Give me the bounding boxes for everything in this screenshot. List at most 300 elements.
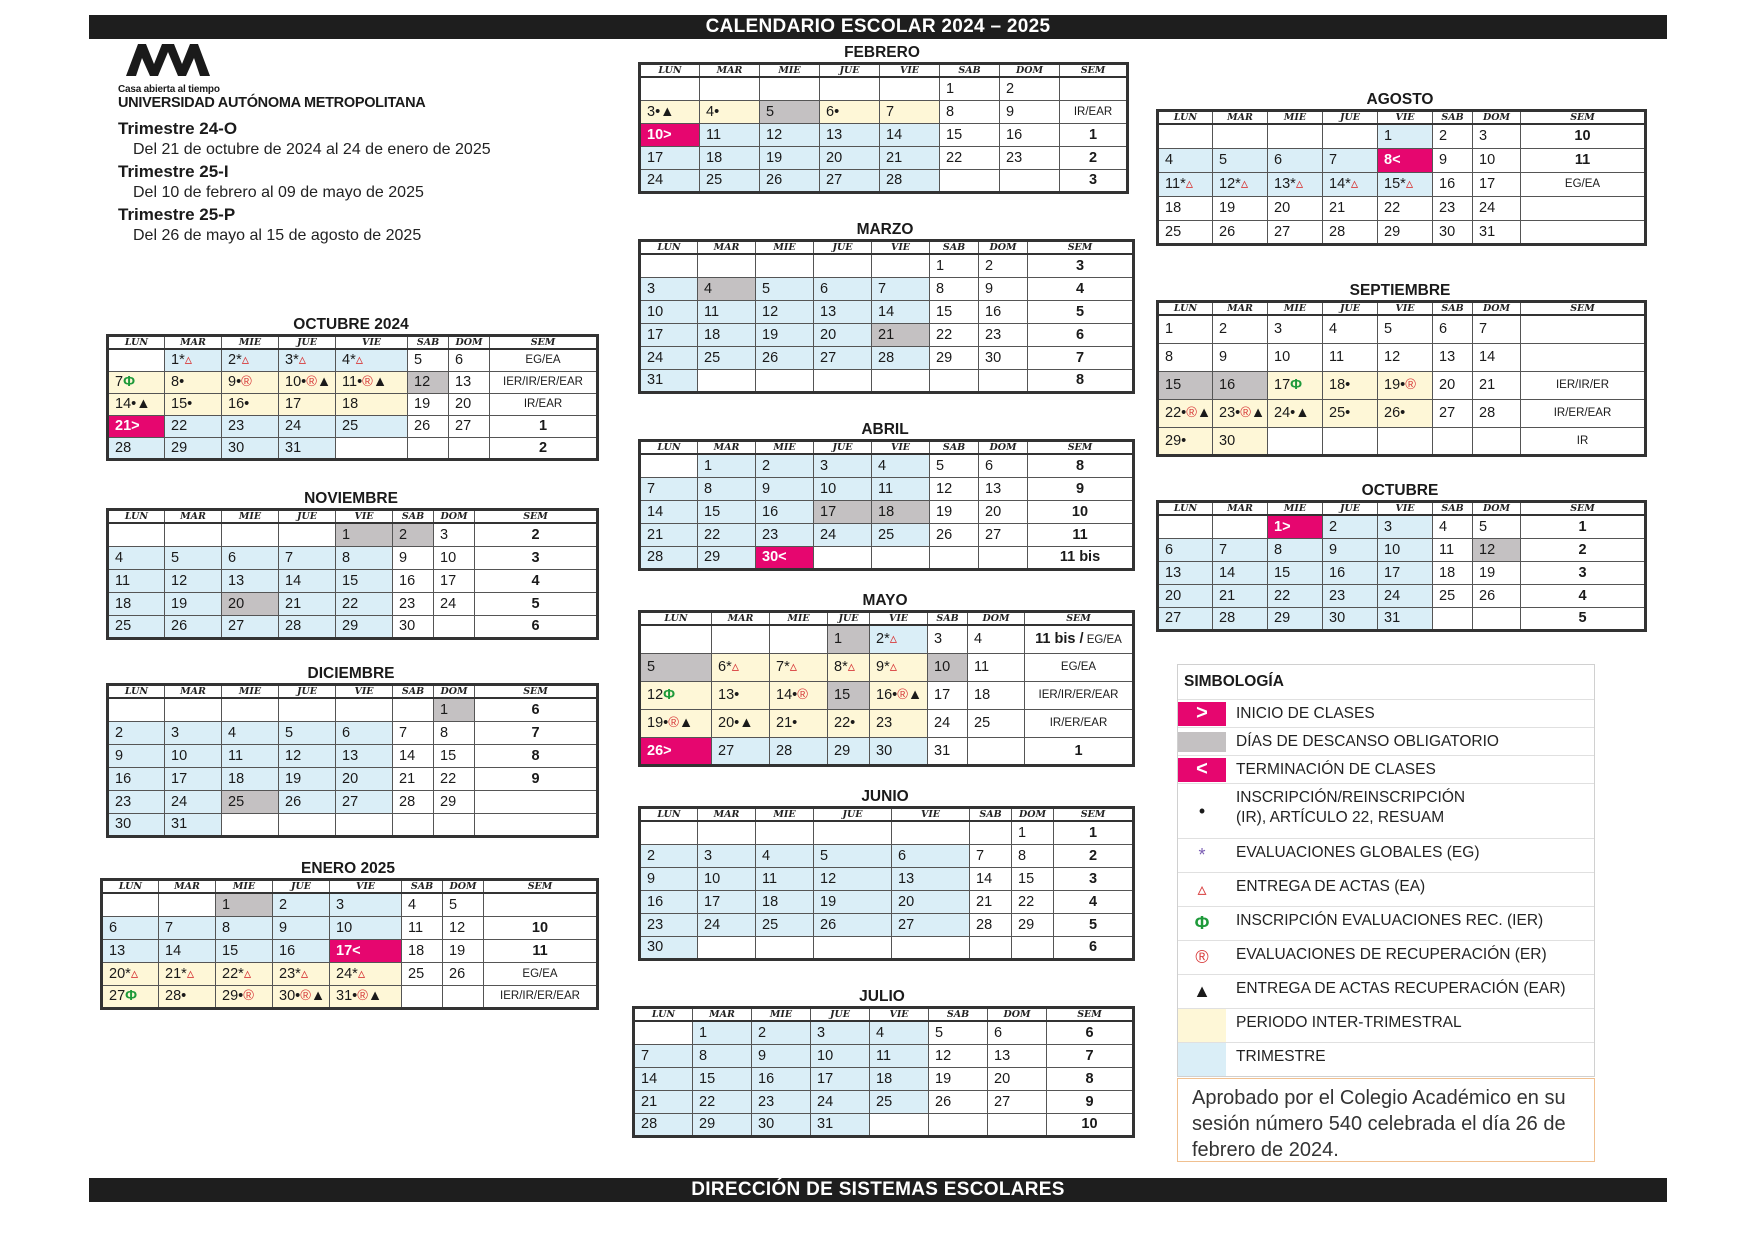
day-cell: 16 xyxy=(1000,123,1060,146)
day-cell: 11 xyxy=(968,653,1025,681)
day-cell: 16 xyxy=(393,569,434,592)
weekday-header: DOM xyxy=(1012,808,1054,822)
week-number: 5 xyxy=(1028,300,1134,323)
month-grid xyxy=(106,508,599,640)
day-cell: 4 xyxy=(108,546,165,569)
day-cell: 12 xyxy=(165,569,222,592)
day-cell: 2*▵ xyxy=(222,349,279,371)
day-cell: 25 xyxy=(1158,220,1213,244)
weekday-header: MAR xyxy=(712,612,770,626)
legend-label: DÍAS DE DESCANSO OBLIGATORIO xyxy=(1236,733,1499,750)
week-number: EG/EA xyxy=(484,962,598,985)
empty-cell xyxy=(222,813,279,836)
weekday-header: MIE xyxy=(770,612,828,626)
day-cell: 2 xyxy=(756,454,814,477)
week-row xyxy=(108,813,598,836)
day-cell: 19 xyxy=(1473,561,1521,584)
month-title: OCTUBRE 2024 xyxy=(293,316,409,333)
week-row xyxy=(108,790,598,813)
day-cell: 9 xyxy=(393,546,434,569)
day-cell: 17 xyxy=(1473,172,1521,196)
week-number: 1 xyxy=(1521,515,1646,538)
week-number: 2 xyxy=(1521,538,1646,561)
weekday-header: SEM xyxy=(1521,111,1646,125)
day-cell: 30< xyxy=(756,546,814,569)
day-cell: 15 xyxy=(698,500,756,523)
day-cell: 17 xyxy=(928,681,968,709)
day-cell: 6 xyxy=(102,916,159,939)
empty-cell xyxy=(1000,169,1060,192)
day-cell: 27 xyxy=(979,523,1028,546)
day-cell: 20 xyxy=(820,146,880,169)
weekday-header: LUN xyxy=(1158,502,1213,516)
week-row xyxy=(640,546,1134,569)
day-cell: 22 xyxy=(940,146,1000,169)
week-row xyxy=(640,821,1134,844)
day-cell: 17Φ xyxy=(1268,371,1323,399)
week-number: 1 xyxy=(490,415,598,437)
day-cell: 7 xyxy=(880,100,940,123)
day-cell: 9 xyxy=(1000,100,1060,123)
day-cell: 1*▵ xyxy=(165,349,222,371)
day-cell: 27 xyxy=(222,615,279,638)
day-cell: 26 xyxy=(279,790,336,813)
empty-cell xyxy=(634,1021,693,1044)
day-cell: 22 xyxy=(1378,196,1433,220)
week-row xyxy=(1158,196,1646,220)
month-octubre-2025 xyxy=(1156,482,1644,632)
day-cell: 29 xyxy=(828,737,870,765)
weekday-header: DOM xyxy=(968,612,1025,626)
day-cell: 28 xyxy=(880,169,940,192)
weekday-header: MIE xyxy=(760,64,820,78)
day-cell: 14•▲ xyxy=(108,393,165,415)
month-title: ABRIL xyxy=(861,421,909,438)
legend-item xyxy=(1178,1008,1594,1042)
day-cell: 2 xyxy=(752,1021,811,1044)
day-cell: 1 xyxy=(1158,315,1213,343)
day-cell: 2 xyxy=(273,893,330,916)
week-number: 5 xyxy=(1054,913,1134,936)
day-cell: 7*▵ xyxy=(770,653,828,681)
day-cell: 10 xyxy=(640,300,698,323)
day-cell: 11 xyxy=(1323,343,1378,371)
day-cell: 22 xyxy=(336,592,393,615)
day-cell: 1 xyxy=(930,254,979,277)
empty-cell xyxy=(102,893,159,916)
day-cell: 25 xyxy=(870,1090,929,1113)
day-cell: 28 xyxy=(279,615,336,638)
week-number: 4 xyxy=(1028,277,1134,300)
day-cell: 9*▵ xyxy=(870,653,928,681)
day-cell: 2 xyxy=(1000,77,1060,100)
day-cell: 15*▵ xyxy=(1378,172,1433,196)
weekday-header: MIE xyxy=(752,1008,811,1022)
week-number: 7 xyxy=(475,721,598,744)
weekday-header: SAB xyxy=(928,612,968,626)
week-row xyxy=(634,1090,1134,1113)
day-cell: 29 xyxy=(336,615,393,638)
week-row xyxy=(102,939,598,962)
week-row xyxy=(108,371,598,393)
week-row xyxy=(1158,561,1646,584)
weekday-header: SEM xyxy=(490,336,598,350)
day-cell: 4 xyxy=(1323,315,1378,343)
day-cell: 12 xyxy=(930,477,979,500)
weekday-header: SEM xyxy=(1521,302,1646,316)
empty-cell xyxy=(159,893,216,916)
day-cell: 4*▵ xyxy=(336,349,408,371)
week-row xyxy=(640,477,1134,500)
weekday-header: JUE xyxy=(1323,111,1378,125)
week-row xyxy=(108,767,598,790)
day-cell: 12 xyxy=(760,123,820,146)
day-cell: 12 xyxy=(929,1044,988,1067)
weekday-header: DOM xyxy=(1473,502,1521,516)
week-row xyxy=(634,1113,1134,1136)
week-number xyxy=(1521,196,1646,220)
week-row xyxy=(1158,148,1646,172)
day-cell: 13 xyxy=(814,300,872,323)
day-cell: 18 xyxy=(1158,196,1213,220)
week-number xyxy=(1521,343,1646,371)
day-cell: 19 xyxy=(443,939,484,962)
month-grid xyxy=(1156,109,1647,246)
day-cell: 6 xyxy=(222,546,279,569)
day-cell: 23 xyxy=(1000,146,1060,169)
week-row xyxy=(634,1021,1134,1044)
day-cell: 2 xyxy=(1323,515,1378,538)
day-cell: 7Φ xyxy=(108,371,165,393)
month-title: FEBRERO xyxy=(844,44,920,61)
weekday-header: LUN xyxy=(108,336,165,350)
week-number: EG/EA xyxy=(490,349,598,371)
day-cell: 17 xyxy=(814,500,872,523)
week-number: 2 xyxy=(475,523,598,546)
week-row xyxy=(640,169,1128,192)
day-cell: 13 xyxy=(222,569,279,592)
day-cell: 10 xyxy=(1378,538,1433,561)
day-cell: 13 xyxy=(102,939,159,962)
day-cell: 11 xyxy=(870,1044,929,1067)
weekday-header: VIE xyxy=(336,510,393,524)
day-cell: 6 xyxy=(336,721,393,744)
week-number: IER/IR/ER/EAR xyxy=(1025,681,1134,709)
day-cell: 3 xyxy=(814,454,872,477)
week-row xyxy=(108,615,598,638)
empty-cell xyxy=(760,77,820,100)
start-marker-icon: > xyxy=(1178,702,1226,726)
month-grid xyxy=(638,439,1135,571)
day-cell: 19 xyxy=(1213,196,1268,220)
day-cell: 21 xyxy=(970,890,1012,913)
day-cell: 19 xyxy=(814,890,892,913)
empty-cell xyxy=(892,821,970,844)
week-number: IER/IR/ER xyxy=(1521,371,1646,399)
day-cell: 20 xyxy=(336,767,393,790)
empty-cell xyxy=(1268,124,1323,148)
day-cell: 28 xyxy=(393,790,434,813)
day-cell: 10 xyxy=(1473,148,1521,172)
legend-simbologia xyxy=(1177,664,1595,1077)
day-cell: 27 xyxy=(892,913,970,936)
week-number: 9 xyxy=(475,767,598,790)
legend-title: SIMBOLOGÍA xyxy=(1184,673,1284,690)
month-title: SEPTIEMBRE xyxy=(1349,282,1451,299)
day-cell: 31•®▲ xyxy=(330,985,402,1008)
empty-cell xyxy=(222,523,279,546)
day-cell: 14•® xyxy=(770,681,828,709)
day-cell: 6 xyxy=(988,1021,1047,1044)
month-title: MARZO xyxy=(856,221,914,238)
weekday-header: SEM xyxy=(1521,502,1646,516)
month-grid xyxy=(100,878,599,1010)
week-row xyxy=(640,709,1134,737)
month-octubre-2024 xyxy=(106,316,596,461)
day-cell: 8• xyxy=(165,371,222,393)
day-cell: 21 xyxy=(1323,196,1378,220)
weekday-header: MAR xyxy=(165,685,222,699)
day-cell: 29 xyxy=(693,1113,752,1136)
legend-item xyxy=(1178,1042,1594,1076)
weekday-header: JUE xyxy=(814,441,872,455)
day-cell: 10 xyxy=(928,653,968,681)
day-cell: 29•® xyxy=(216,985,273,1008)
day-cell: 29 xyxy=(434,790,475,813)
day-cell: 26 xyxy=(929,1090,988,1113)
month-grid xyxy=(106,334,599,461)
day-cell: 6 xyxy=(979,454,1028,477)
weekday-header: LUN xyxy=(108,510,165,524)
day-cell: 1 xyxy=(698,454,756,477)
day-cell: 11 xyxy=(700,123,760,146)
weekday-header: MAR xyxy=(698,808,756,822)
empty-cell xyxy=(1268,427,1323,455)
month-grid xyxy=(1156,300,1647,457)
week-number: 11 bis xyxy=(1028,546,1134,569)
week-row xyxy=(1158,584,1646,607)
weekday-header: SEM xyxy=(1028,441,1134,455)
day-cell: 22 xyxy=(1012,890,1054,913)
weekday-header: VIE xyxy=(1378,302,1433,316)
week-row xyxy=(1158,172,1646,196)
day-cell: 16 xyxy=(108,767,165,790)
weekday-header: JUE xyxy=(1323,502,1378,516)
day-cell: 7 xyxy=(970,844,1012,867)
month-title: AGOSTO xyxy=(1366,91,1434,108)
weekday-header: MIE xyxy=(1268,111,1323,125)
day-cell: 9 xyxy=(1213,343,1268,371)
day-cell: 23 xyxy=(640,913,698,936)
empty-cell xyxy=(336,698,393,721)
empty-cell xyxy=(222,698,279,721)
empty-cell xyxy=(698,369,756,392)
weekday-header: SAB xyxy=(402,880,443,894)
day-cell: 20•▲ xyxy=(712,709,770,737)
day-cell: 14 xyxy=(640,500,698,523)
empty-cell xyxy=(872,546,930,569)
weekday-header: DOM xyxy=(434,510,475,524)
weekday-header: VIE xyxy=(870,612,928,626)
day-cell: 25 xyxy=(402,962,443,985)
month-title: DICIEMBRE xyxy=(307,665,395,682)
week-row xyxy=(108,415,598,437)
day-cell: 7 xyxy=(1473,315,1521,343)
week-row xyxy=(108,698,598,721)
day-cell: 9 xyxy=(756,477,814,500)
month-diciembre-2024 xyxy=(106,665,596,838)
day-cell: 27 xyxy=(988,1090,1047,1113)
trimester-swatch xyxy=(1178,1043,1226,1076)
month-title: JULIO xyxy=(859,988,905,1005)
day-cell: 18 xyxy=(756,890,814,913)
day-cell: 16 xyxy=(1323,561,1378,584)
day-cell: 1 xyxy=(828,625,870,653)
day-cell: 18 xyxy=(222,767,279,790)
day-cell: 17 xyxy=(811,1067,870,1090)
weekday-header: MAR xyxy=(1213,502,1268,516)
day-cell: 5 xyxy=(760,100,820,123)
day-cell: 23 xyxy=(979,323,1028,346)
weekday-header: MAR xyxy=(698,241,756,255)
day-cell: 8 xyxy=(1268,538,1323,561)
day-cell: 5 xyxy=(929,1021,988,1044)
day-cell: 25 xyxy=(698,346,756,369)
week-number: 7 xyxy=(1028,346,1134,369)
legend-item xyxy=(1178,699,1594,727)
day-cell: 22 xyxy=(698,523,756,546)
week-number: 1 xyxy=(1025,737,1134,765)
week-number xyxy=(484,893,598,916)
month-septiembre-2025 xyxy=(1156,282,1644,457)
trimester-dates: Del 21 de octubre de 2024 al 24 de enero de 2025 xyxy=(133,141,491,158)
empty-cell xyxy=(640,454,698,477)
day-cell: 19•®▲ xyxy=(640,709,712,737)
week-number: IR/ER/EAR xyxy=(1521,399,1646,427)
month-title: MAYO xyxy=(862,592,908,609)
weekday-header: JUE xyxy=(273,880,330,894)
weekday-header: MAR xyxy=(165,336,222,350)
week-number: 8 xyxy=(1028,454,1134,477)
day-cell: 22•®▲ xyxy=(1158,399,1213,427)
calendar-title-bar xyxy=(89,15,1667,39)
week-row xyxy=(108,744,598,767)
weekday-header: MAR xyxy=(700,64,760,78)
weekday-header: JUE xyxy=(811,1008,870,1022)
day-cell: 8 xyxy=(693,1044,752,1067)
week-row xyxy=(102,962,598,985)
day-cell: 28 xyxy=(1213,607,1268,630)
trimester-dates: Del 10 de febrero al 09 de mayo de 2025 xyxy=(133,184,424,201)
day-cell: 21• xyxy=(770,709,828,737)
day-cell: 6 xyxy=(1268,148,1323,172)
week-row xyxy=(640,454,1134,477)
day-cell: 16 xyxy=(1433,172,1473,196)
weekday-header: MAR xyxy=(1213,111,1268,125)
legend-symbol-icon: Φ xyxy=(1194,913,1210,933)
legend-item xyxy=(1178,755,1594,783)
week-row xyxy=(640,346,1134,369)
day-cell: 5 xyxy=(1473,515,1521,538)
week-row xyxy=(640,523,1134,546)
legend-symbol-icon: ▵ xyxy=(1197,879,1207,899)
empty-cell xyxy=(1323,427,1378,455)
day-cell: 15 xyxy=(1012,867,1054,890)
day-cell: 9 xyxy=(1323,538,1378,561)
day-cell: 27 xyxy=(712,737,770,765)
day-cell: 7 xyxy=(1323,148,1378,172)
day-cell: 27 xyxy=(820,169,880,192)
empty-cell xyxy=(892,936,970,959)
week-number: 6 xyxy=(1054,936,1134,959)
day-cell: 7 xyxy=(872,277,930,300)
week-number: 9 xyxy=(1047,1090,1134,1113)
day-cell: 25 xyxy=(108,615,165,638)
day-cell: 11 xyxy=(872,477,930,500)
day-cell: 6 xyxy=(1433,315,1473,343)
empty-cell xyxy=(814,821,892,844)
legend-label: ENTREGA DE ACTAS (EA) xyxy=(1236,878,1426,895)
day-cell: 14 xyxy=(970,867,1012,890)
weekday-header: LUN xyxy=(640,441,698,455)
month-grid xyxy=(638,62,1129,194)
inter-trimester-swatch xyxy=(1178,1009,1226,1042)
uam-logo xyxy=(118,42,438,111)
day-cell: 17 xyxy=(640,146,700,169)
empty-cell xyxy=(814,546,872,569)
day-cell: 20 xyxy=(979,500,1028,523)
day-cell: 12 xyxy=(443,916,484,939)
day-cell: 18 xyxy=(1433,561,1473,584)
empty-cell xyxy=(814,254,872,277)
week-row xyxy=(640,123,1128,146)
day-cell: 22 xyxy=(693,1090,752,1113)
week-number: 6 xyxy=(475,698,598,721)
day-cell: 21*▵ xyxy=(159,962,216,985)
empty-cell xyxy=(108,523,165,546)
week-number: 3 xyxy=(1060,169,1128,192)
day-cell: 20 xyxy=(222,592,279,615)
day-cell: 5 xyxy=(756,277,814,300)
day-cell: 14 xyxy=(1473,343,1521,371)
month-noviembre-2024 xyxy=(106,490,596,640)
day-cell: 12Φ xyxy=(640,681,712,709)
weekday-header: MIE xyxy=(1268,302,1323,316)
day-cell: 26 xyxy=(756,346,814,369)
weekday-header: VIE xyxy=(872,241,930,255)
day-cell: 1 xyxy=(1378,124,1433,148)
day-cell: 4 xyxy=(1433,515,1473,538)
weekday-header: VIE xyxy=(336,336,408,350)
weekday-header: MAR xyxy=(159,880,216,894)
legend-label: INSCRIPCIÓN EVALUACIONES REC. (IER) xyxy=(1236,912,1544,929)
week-row xyxy=(640,737,1134,765)
week-row xyxy=(108,569,598,592)
day-cell: 29 xyxy=(1378,220,1433,244)
legend-label: EVALUACIONES GLOBALES (EG) xyxy=(1236,844,1480,861)
day-cell: 3 xyxy=(1378,515,1433,538)
week-number: 8 xyxy=(1047,1067,1134,1090)
day-cell: 5 xyxy=(1378,315,1433,343)
empty-cell xyxy=(756,936,814,959)
month-abril-2025 xyxy=(638,421,1132,571)
day-cell: 8 xyxy=(940,100,1000,123)
month-grid xyxy=(638,806,1135,961)
week-number: IR/ER/EAR xyxy=(1025,709,1134,737)
day-cell: 25 xyxy=(872,523,930,546)
day-cell: 12 xyxy=(279,744,336,767)
day-cell: 25 xyxy=(222,790,279,813)
